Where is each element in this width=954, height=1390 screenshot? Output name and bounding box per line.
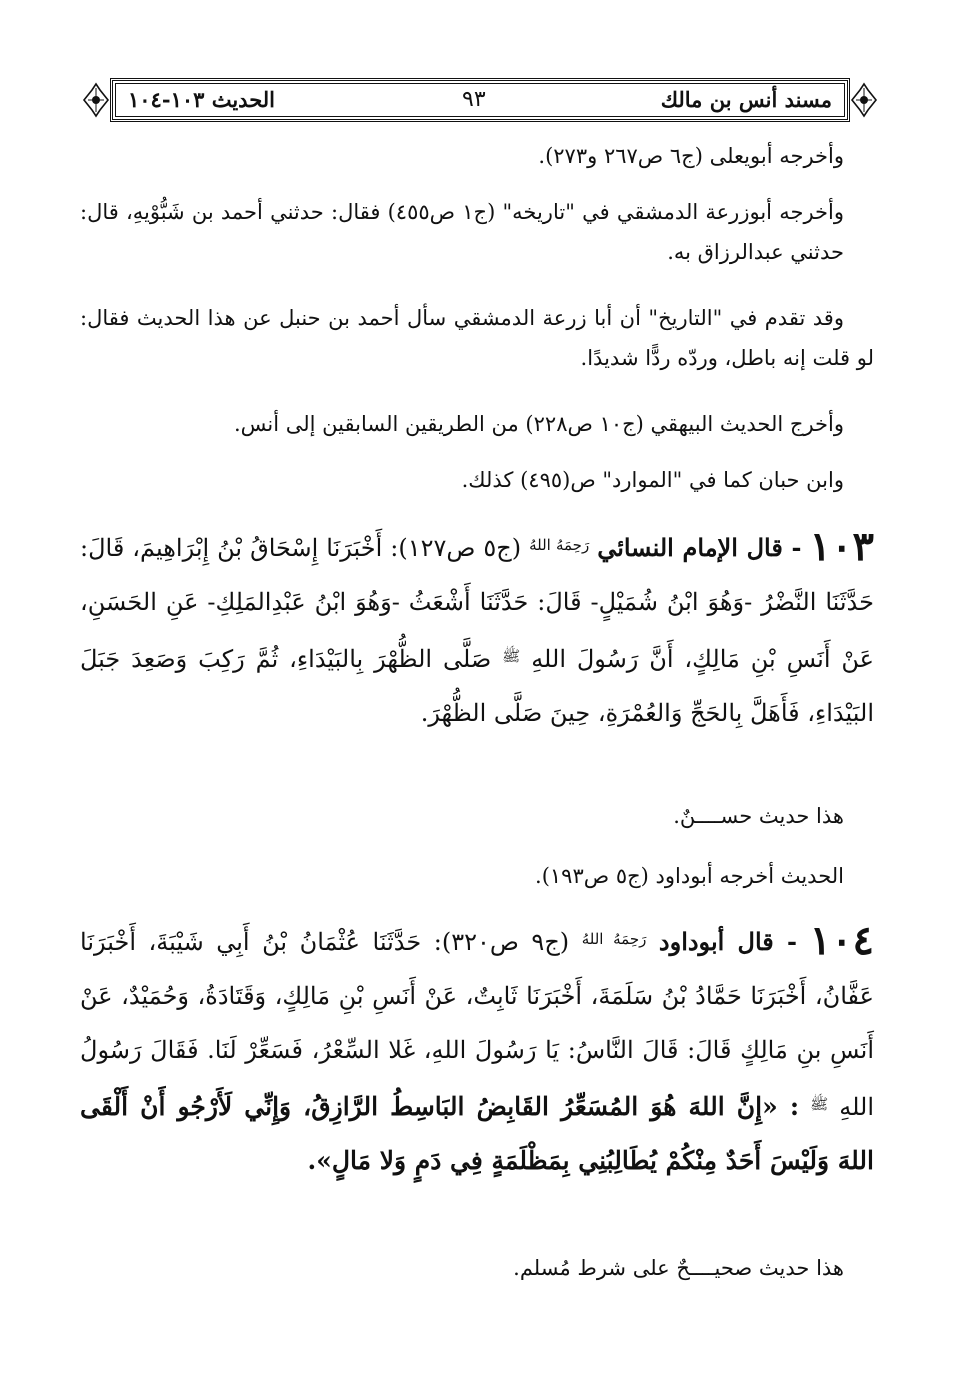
hadith-text-end: صَلَّى الظُّهْرَ بِالبَيْدَاءِ، ثُمَّ رَكِبَ وَصَعِدَ جَبَلَ البَيْدَاءِ، فَأَهَلَّ بِالحَجِّ وَالعُمْرَةِ، حِينَ صَلَّى الظُّهْرَ.	[80, 645, 874, 727]
ornament-right-icon	[850, 82, 878, 118]
running-title: مسند أنس بن مالك	[660, 87, 832, 112]
honorific: رَحِمَهُ اللهُ	[581, 930, 647, 948]
salawat-icon: ﷺ	[502, 647, 521, 665]
paragraph-bayhaqi: وأخرج الحديث البيهقي (ج١٠ ص٢٢٨) من الطريقين السابقين إلى أنس.	[233, 412, 844, 436]
ornament-left-icon	[82, 82, 110, 118]
paragraph-ibn-hibban: وابن حبان كما في "الموارد" ص(٤٩٥) كذلك.	[461, 468, 844, 492]
hadith-narrator: - قال أبوداود	[658, 927, 798, 956]
paragraph-tarikh: وقد تقدم في "التاريخ" أن أبا زرعة الدمشقي سأل أحمد بن حنبل عن هذا الحديث فقال: لو قلت إنه باطل، وردّه ردًّا شديدًا.	[80, 306, 874, 370]
hadith-narrator: - قال الإمام النسائي	[597, 533, 802, 562]
hadith-text: (ج٥ ص١٢٧): أَخْبَرَنَا إِسْحَاقُ بْنُ إِبْرَاهِيمَ، قَالَ: حَدَّثَنَا النَّضْرُ -وَهُوَ ابْنُ شُمَيْلٍ- قَالَ: حَدَّثَنَا أَشْعَثُ -وَهُوَ ابْنُ عَبْدِالمَلِكِ- عَنِ الحَسَنِ، عَنْ أَنَسِ بْنِ مَالِكٍ، أَنَّ رَسُولَ اللهِ	[80, 534, 874, 673]
hadith-103	[80, 518, 874, 740]
hadith-104	[80, 912, 874, 1188]
takhrij-103: الحديث أخرجه أبوداود (ج٥ ص١٩٣).	[535, 864, 844, 888]
hadith-text: (ج٩ ص٣٢٠): حَدَّثَنَا عُثْمَانُ بْنُ أَبِي شَيْبَةَ، أَخْبَرَنَا عَفَّانُ، أَخْبَرَنَا حَمَّادُ بْنُ سَلَمَةَ، أَخْبَرَنَا ثَابِتٌ، عَنْ أَنَسِ بْنِ مَالِكٍ، وَقَتَادَةُ، وَحُمَيْدٌ، عَنْ أَنَسِ بنِ مَالِكٍ قَالَ: قَالَ النَّاسُ: يَا رَسُولَ اللهِ، غَلا السِّعْرُ، فَسَعِّرْ لَنَا. فَقَالَ رَسُولُ اللهِ	[80, 928, 874, 1121]
page-number: ٩٣	[462, 87, 486, 112]
grading-104: هذا حديث صحيــــحٌ على شرط مُسلم.	[513, 1256, 844, 1280]
honorific: رَحِمَهُ اللهُ	[529, 536, 590, 554]
salawat-icon: ﷺ	[810, 1095, 829, 1113]
grading-103: هذا حديث حســــنٌ.	[673, 804, 844, 828]
paragraph-abu-zura-text: وأخرجه أبوزرعة الدمشقي في "تاريخه" (ج١ ص٤٥٥) فقال: حدثني أحمد بن شَبُّوْيهِ، قال: حدثني عبدالرزاق به.	[80, 200, 844, 264]
paragraph-abu-yala: وأخرجه أبويعلى (ج٦ ص٢٦٧ و٢٧٣).	[538, 144, 844, 168]
hadith-number: ١٠٣	[809, 523, 874, 570]
hadith-range: الحديث ١٠٣-١٠٤	[128, 87, 275, 112]
hadith-number: ١٠٤	[809, 917, 875, 964]
paragraph-abu-zura	[80, 192, 844, 272]
page-header	[82, 78, 878, 122]
prophetic-quote: : «إِنَّ اللهَ هُوَ المُسَعِّرُ القَابِضُ البَاسِطُ الرَّازِقُ، وَإِنِّي لَأَرْجُو أَنْ أَلْقَى اللهَ وَلَيْسَ أَحَدٌ مِنْكُمْ يُطَالِبُنِي بِمَظْلَمَةٍ فِي دَمٍ وَلا مَالٍ».	[80, 1092, 874, 1175]
